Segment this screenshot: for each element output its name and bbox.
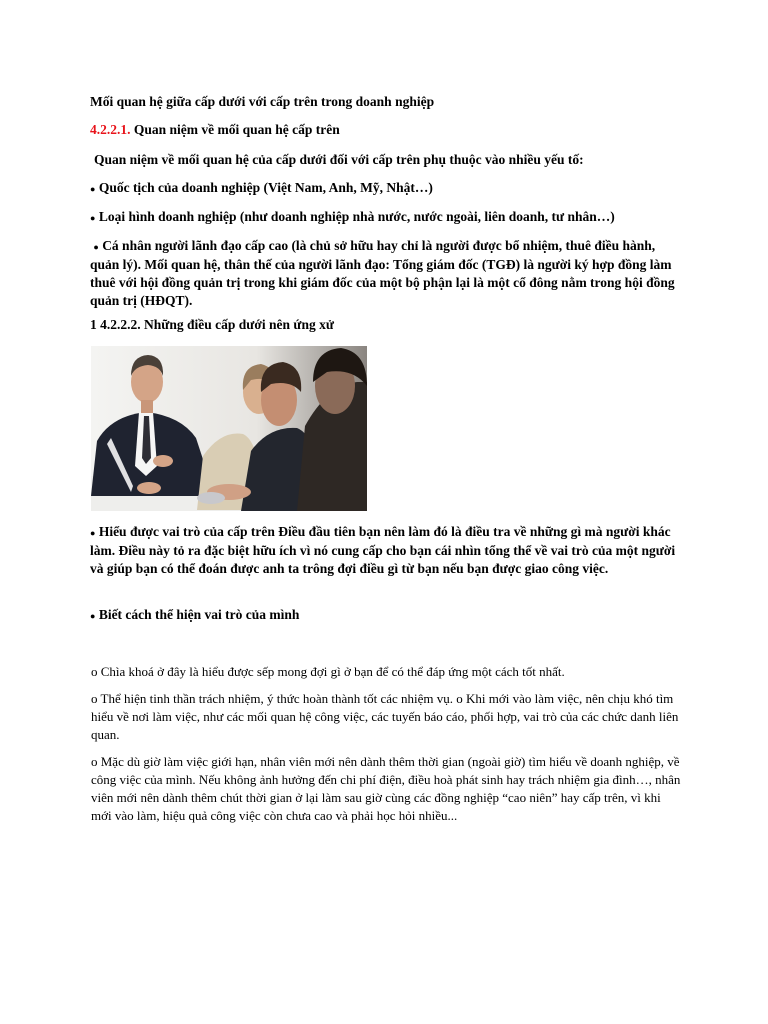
- point-text: Biết cách thể hiện vai trò của mình: [98, 607, 300, 622]
- bullet-icon: ●: [90, 528, 96, 538]
- factor-item: [90, 179, 680, 198]
- sub-point: o Chìa khoá ở đây là hiểu được sếp mong đợi gì ở bạn để có thể đáp ứng một cách tốt nhất.: [91, 664, 565, 679]
- bullet-icon: ●: [90, 213, 96, 223]
- factor-item: [90, 208, 680, 227]
- bullet-icon: ●: [90, 611, 96, 621]
- factor-text: Loại hình doanh nghiệp (như doanh nghiệp nhà nước, nước ngoài, liên doanh, tư nhân…): [98, 209, 615, 224]
- point-text: Hiểu được vai trò của cấp trên Điều đầu tiên bạn nên làm đó là điều tra về những gì mà người khác làm. Điều này tỏ ra đặc biệt hữu ích vì nó cung cấp cho bạn cái nhìn tổng thể về vai trò của một người và giúp bạn có thể đoán được anh ta trông đợi điều gì từ bạn nếu bạn được giao công việc.: [90, 524, 676, 576]
- bullet-icon: ●: [90, 184, 96, 194]
- section-heading-4222: 1 4.2.2.2. Những điều cấp dưới nên ứng xử: [90, 317, 334, 332]
- point-item: [90, 606, 680, 625]
- meeting-photo: [91, 346, 367, 511]
- factor-text: Cá nhân người lãnh đạo cấp cao (là chủ sở hữu hay chỉ là người được bổ nhiệm, thuê điều hành, quản lý). Mối quan hệ, thân thế của người lãnh đạo: Tổng giám đốc (TGĐ) là người ký hợp đồng làm thuê với hội đồng quản trị trong khi giám đốc của một bộ phận lại là một cổ đông nằm trong hội đồng quản trị (HĐQT).: [90, 238, 675, 308]
- point-item: [90, 523, 680, 578]
- intro-paragraph: Quan niệm về mối quan hệ của cấp dưới đối với cấp trên phụ thuộc vào nhiều yếu tố:: [94, 152, 584, 167]
- section-number: 4.2.2.1.: [90, 122, 131, 137]
- section-heading-4221: [90, 121, 680, 139]
- factor-item: [90, 237, 680, 310]
- document-title: Mối quan hệ giữa cấp dưới với cấp trên trong doanh nghiệp: [90, 94, 435, 109]
- factor-text: Quốc tịch của doanh nghiệp (Việt Nam, Anh, Mỹ, Nhật…): [98, 180, 433, 195]
- sub-point: o Mặc dù giờ làm việc giới hạn, nhân viên mới nên dành thêm thời gian (ngoài giờ) tìm hiểu về doanh nghiệp, về công việc của mình. Nếu không ảnh hưởng đến chi phí điện, điều hoà phát sinh hay trách nhiệm gia đình…, nhân viên mới nên dành thêm chút thời gian ở lại làm sau giờ cùng các đồng nghiệp “cao niên” hay cấp trên, vì khi mới vào làm, hiệu quả công việc còn chưa cao và phải học hỏi nhiều...: [91, 754, 681, 823]
- bullet-icon: ●: [93, 242, 99, 252]
- section-title: Quan niệm về mối quan hệ cấp trên: [130, 122, 340, 137]
- sub-point: o Thể hiện tinh thần trách nhiệm, ý thức hoàn thành tốt các nhiệm vụ. o Khi mới vào làm việc, nên chịu khó tìm hiểu về nơi làm việc, như các mối quan hệ công việc, các tuyến báo cáo, phối hợp, vai trò của các chức danh liên quan.: [91, 691, 679, 742]
